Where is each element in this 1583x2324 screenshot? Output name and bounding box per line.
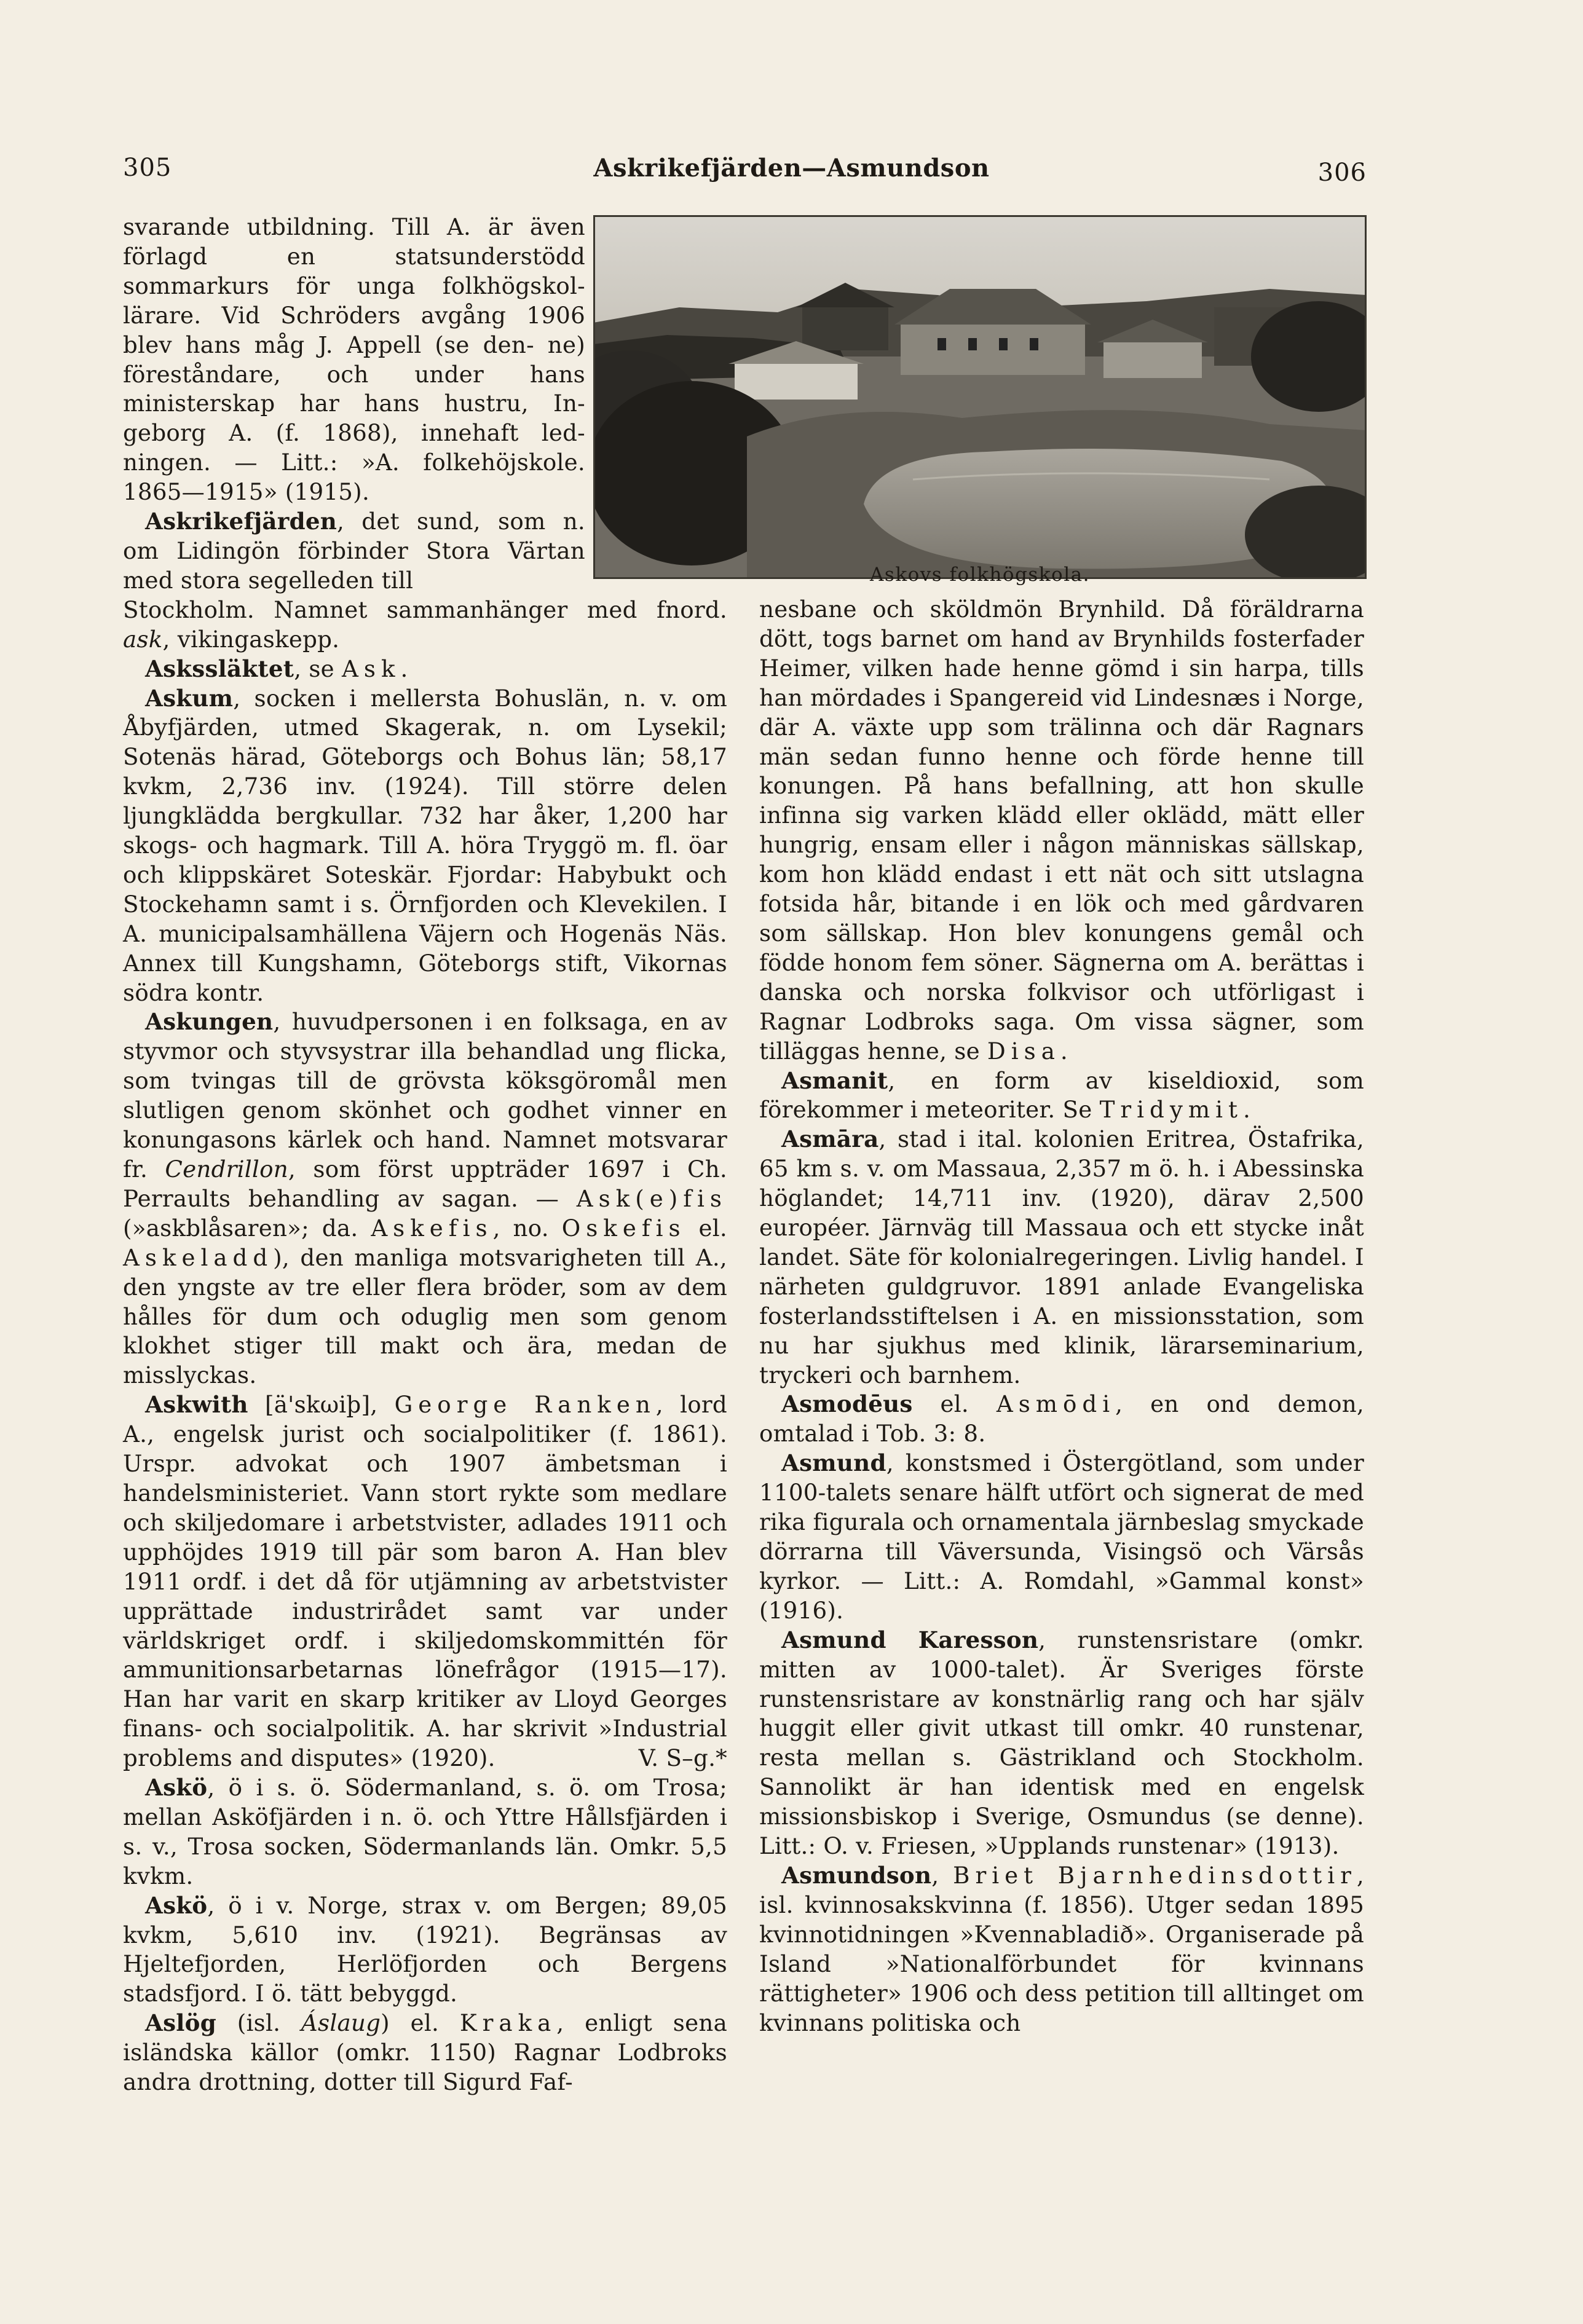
page-number-left: 305: [123, 154, 172, 182]
entry-askov-continuation: svarande utbildning. Till A. är även förlagd en statsunderstödd sommarkurs för unga folkhögskol-lärare. Vid Schröders avgång 1906 blev hans måg J. Appell (se den- ne) föreståndare, och under hans ministerskap har hans hustru, In-geborg A. (f. 1868), innehaft led-ningen. — Litt.: »A. folkehöjskole. 1865—1915» (1915).: [123, 213, 586, 506]
headword: Askö: [145, 1774, 208, 1802]
entry-askrikefjarden-end: Stockholm. Namnet sammanhänger med fnord. ask, vikingaskepp.: [123, 596, 727, 653]
entry-asmundson: Asmundson, Briet Bjarnhedinsdottir, isl. kvinnosakskvinna (f. 1856). Utger sedan 1895 kvinnotidningen »Kvennabladið». Organiserade på Island »Nationalförbundet för kvinnans rättigheter» 1906 och dess petition till alltinget om kvinnans politiska och: [759, 1861, 1364, 2036]
headword: Askrikefjärden: [145, 508, 338, 535]
headword: Asmund Karesson: [781, 1626, 1039, 1653]
entry-asmund: Asmund, konstsmed i Östergötland, som under 1100-talets senare hälft utfört och signerat de med rika figurala och ornamentala järnbeslag smyckade dörrarna till Väversunda, Visingsö och Värsås kyrkor. — Litt.: A. Romdahl, »Gammal konst» (1916).: [759, 1449, 1364, 1624]
headword: Asmāra: [781, 1125, 879, 1153]
headword: Askö: [145, 1891, 208, 1919]
entry-askslaktet: Askssläktet, se Ask.: [145, 655, 408, 682]
headword: Asmodēus: [781, 1390, 913, 1418]
entry-aslog: Aslög (isl. Áslaug) el. Kraka, enligt sena isländska källor (omkr. 1150) Ragnar Lodbroks andra drottning, dotter till Sigurd Faf-: [123, 2009, 728, 2096]
entry-asmodeus: Asmodēus el. Asmōdi, en ond demon, omtalad i Tob. 3: 8.: [759, 1390, 1364, 1448]
page-number-right: 306: [1317, 159, 1367, 187]
running-title: Askrikefjärden—Asmundson: [593, 154, 990, 183]
entry-askrikefjarden: Askrikefjärden, det sund, som n. om Lidingön förbinder Stora Värtan med stora segelleden till: [123, 508, 586, 594]
right-column: [759, 595, 1364, 2038]
headword: Askssläktet: [145, 655, 294, 682]
figure-caption: Askovs folkhögskola.: [870, 564, 1090, 586]
entry-aslog-continuation: nesbane och sköldmön Brynhild. Då föräldrarna dött, togs barnet om hand av Brynhilds fosterfader Heimer, vilken hade henne gömd i sin harpa, tills han mördades i Spangereid vid Lindesnæs i Norge, där A. växte upp som trälinna och där Ragnars män sedan funno henne och förde henne till konungen. På hans befallning, att hon skulle infinna sig varken klädd eller oklädd, mätt eller hungrig, ensam eller i någon människas sällskap, kom hon klädd endast i ett nät och sitt utslagna fotsida hår, bitande i en lök och med gårdvaren som sällskap. Hon blev konungens gemål och födde honom fem söner. Sägnerna om A. berättas i danska och norska folkvisor och utförligast i Ragnar Lodbroks saga. Om vissa sägner, som tilläggas henne, se Disa.: [759, 596, 1364, 1065]
headword: Aslög: [145, 2009, 216, 2037]
headword: Asmund: [781, 1449, 886, 1477]
entry-asmara: Asmāra, stad i ital. kolonien Eritrea, Östafrika, 65 km s. v. om Massaua, 2,357 m ö. h. i Abessinska höglandet; 14,711 inv. (1920), därav 2,500 européer. Järnväg till Massaua och ett stycke inåt landet. Säte för kolonialregeringen. Livlig handel. I närheten guldgruvor. 1891 anlade Evangeliska fosterlandsstiftelsen i A. en missionsstation, som nu har sjukhus med klinik, lärarseminarium, tryckeri och barnhem.: [759, 1125, 1364, 1388]
headword: Asmundson: [781, 1861, 932, 1889]
headword: Asmanit: [781, 1066, 888, 1094]
entry-askungen: Askungen, huvudpersonen i en folksaga, en av styvmor och styvsystrar illa behandlad ung flicka, som tvingas till de grövsta köksgöromål men slutligen genom skönhet och godhet vinner en konungasons kärlek och hand. Namnet motsvarar fr. Cendrillon, som först uppträder 1697 i Ch. Perraults behandling av sagan. — Ask(e)fis (»askblåsaren»; da. Askefis, no. Oskefis el. Askeladd), den manliga motsvarigheten till A., den yngste av tre eller flera bröder, som av dem hålles för dum och oduglig men som genom klokhet stiger till makt och ära, medan de misslyckas.: [123, 1008, 727, 1389]
entry-asko-1: Askö, ö i s. ö. Södermanland, s. ö. om Trosa; mellan Asköfjärden i n. ö. och Yttre Hållsfjärden i s. v., Trosa socken, Södermanlands län. Omkr. 5,5 kvkm.: [123, 1774, 727, 1889]
author-signature: V. S–g.*: [638, 1744, 727, 1772]
headword: Askwith: [145, 1391, 248, 1419]
entry-askum: Askum, socken i mellersta Bohuslän, n. v. om Åbyfjärden, utmed Skagerak, n. om Lysekil; Sotenäs härad, Göteborgs och Bohus län; 58,17 kvkm, 2,736 inv. (1924). Till större delen ljungklädda bergkullar. 732 har åker, 1,200 har skogs- och hagmark. Till A. höra Tryggö m. fl. öar och klippskäret Soteskär. Fjordar: Habybukt och Stockehamn samt i s. Örnfjorden och Klevekilen. I A. municipalsamhällena Väjern och Hogenäs Näs. Annex till Kungshamn, Göteborgs stift, Vikornas södra kontr.: [123, 684, 727, 1006]
headword: Askungen: [145, 1008, 274, 1036]
entry-asko-2: Askö, ö i v. Norge, strax v. om Bergen; 89,05 kvkm, 5,610 inv. (1921). Begränsas av Hjeltefjorden, Herlöfjorden och Bergens stadsfjord. I ö. tätt bebyggd.: [123, 1891, 727, 2007]
entry-asmund-karesson: Asmund Karesson, runstensristare (omkr. mitten av 1000-talet). Är Sveriges förste runstensristare av konstnärlig rang och har själv huggit eller givit utkast till omkr. 40 runstenar, resta mellan s. Gästrikland och Stockholm. Sannolikt är han identisk med en engelsk missionsbiskop i Sverige, Osmundus (se denne). Litt.: O. v. Friesen, »Upplands runstenar» (1913).: [759, 1626, 1364, 1860]
left-column: [123, 213, 727, 2097]
entry-asmanit: Asmanit, en form av kiseldioxid, som förekommer i meteoriter. Se Tridymit.: [759, 1066, 1364, 1124]
headword: Askum: [145, 684, 234, 712]
entry-askwith: Askwith [ä'skωiþ], George Ranken, lord A., engelsk jurist och socialpolitiker (f. 1861). Urspr. advokat och 1907 ämbetsman i handelsministeriet. Vann stort rykte som medlare och skiljedomare i arbetstvister, adlades 1911 och upphöjdes 1919 till pär som baron A. Han blev 1911 ordf. i det då för utjämning av arbetstvister upprättade industrirådet samt var under världskriget ordf. i skiljedomskommittén för ammunitionsarbetarnas lönefrågor (1915—17). Han har varit en skarp kritiker av Lloyd Georges finans- och socialpolitik. A. har skrivit »Industrial problems and disputes» (1920). V. S–g.*: [123, 1390, 727, 1773]
